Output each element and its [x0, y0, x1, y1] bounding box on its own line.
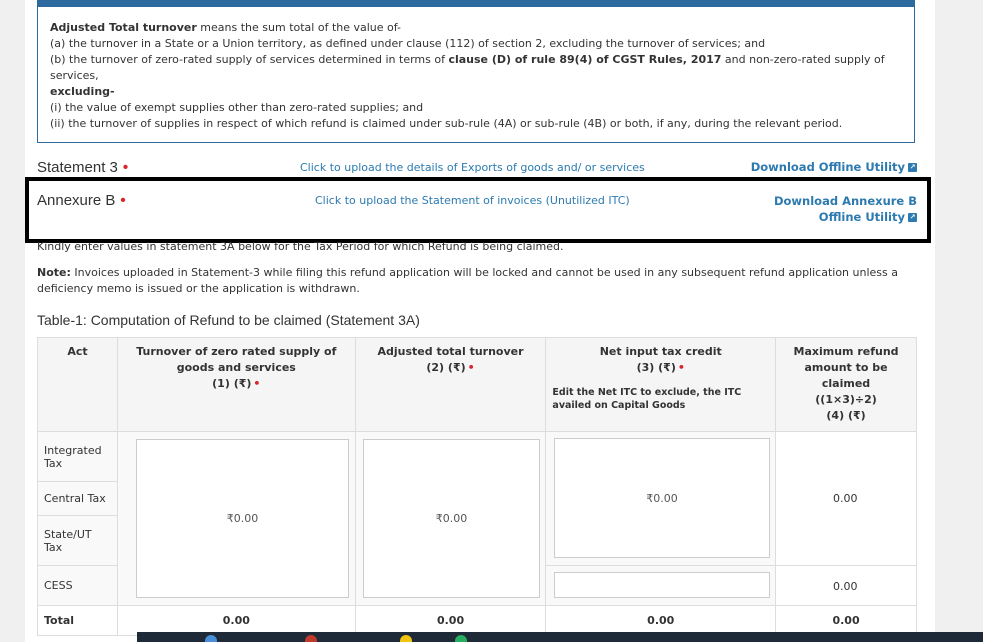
max-refund-cess-value: 0.00	[833, 580, 858, 593]
header-max-refund: Maximum refund amount to be claimed ((1×3)÷2) (4) (₹)	[776, 338, 917, 432]
total-col1: 0.00	[117, 606, 355, 636]
required-marker: •	[122, 159, 129, 176]
info-line2: (a) the turnover in a State or a Union territory, as defined under clause (112) of section 2, excluding the turnover of services; and	[50, 37, 766, 50]
info-line3: (b) the turnover of zero-rated supply of services determined in terms of clause (D) of rule 89(4) of CGST Rules, 2017 and non-zero-rated supply of services,	[50, 53, 885, 82]
header-turnover-zero-rated: Turnover of zero rated supply of goods and services (1) (₹) •	[117, 338, 355, 432]
statement3-upload-link[interactable]: Click to upload the details of Exports of goods and/ or services	[300, 161, 645, 174]
statement3-label: Statement 3 •	[37, 159, 129, 176]
table-title: Table-1: Computation of Refund to be claimed (Statement 3A)	[37, 312, 420, 328]
total-col4: 0.00	[776, 606, 917, 636]
annexure-b-upload-link[interactable]: Click to upload the Statement of invoices (Unutilized ITC)	[315, 194, 630, 207]
info-line1: means the sum total of the value of-	[196, 21, 402, 34]
row-central-tax-label: Central Tax	[38, 482, 118, 516]
external-link-icon: ↗	[909, 163, 916, 171]
info-excluding: excluding-	[50, 85, 115, 98]
row-state-ut-tax-label: State/UT Tax	[38, 516, 118, 566]
net-itc-input[interactable]: ₹0.00	[554, 438, 770, 558]
required-marker: •	[120, 192, 126, 209]
adjusted-turnover-info-box	[37, 0, 915, 143]
info-line6: (ii) the turnover of supplies in respect of which refund is claimed under sub-rule (4A) or sub-rule (4B) or both, if any, during the relevant period.	[50, 117, 843, 130]
header-adjusted-total-turnover: Adjusted total turnover (2) (₹) •	[355, 338, 546, 432]
external-link-icon: ↗	[909, 213, 916, 221]
refund-form-page	[25, 0, 935, 642]
taskbar-app-icon[interactable]	[455, 635, 467, 642]
info-text	[50, 20, 902, 132]
annexure-b-download-offline-utility[interactable]: Download Annexure B Offline Utility ↗	[773, 194, 917, 224]
note-text: Note: Invoices uploaded in Statement-3 while filing this refund application will be locked and cannot be used in any subsequent refund application unless a deficiency memo is issued or the application is withdrawn.	[37, 266, 898, 295]
turnover-zero-rated-input[interactable]: ₹0.00	[136, 439, 349, 598]
row-cess-label: CESS	[38, 566, 118, 606]
kindly-instruction-text: Kindly enter values in statement 3A below for the Tax Period for which Refund is being claimed.	[37, 241, 564, 252]
max-refund-value: 0.00	[833, 492, 858, 505]
os-taskbar	[137, 632, 983, 642]
info-line5: (i) the value of exempt supplies other than zero-rated supplies; and	[50, 101, 424, 114]
row-integrated-tax-label: Integrated Tax	[38, 432, 118, 482]
info-box-accent-bar	[38, 0, 914, 7]
total-label: Total	[38, 606, 118, 636]
net-itc-edit-note: Edit the Net ITC to exclude, the ITC availed on Capital Goods	[552, 387, 742, 411]
total-col2: 0.00	[355, 606, 546, 636]
header-net-itc: Net input tax credit (3) (₹) • Edit the Net ITC to exclude, the ITC availed on Capital Goods	[546, 338, 776, 432]
taskbar-app-icon[interactable]	[205, 635, 217, 642]
adjusted-total-turnover-input[interactable]: ₹0.00	[363, 439, 540, 598]
header-act: Act	[38, 338, 118, 432]
annexure-b-label: Annexure B •	[37, 192, 126, 209]
net-itc-cess-input[interactable]	[554, 572, 770, 598]
info-term: Adjusted Total turnover	[50, 21, 197, 34]
statement3-download-offline-utility[interactable]: Download Offline Utility ↗	[750, 160, 916, 174]
total-col3: 0.00	[546, 606, 776, 636]
taskbar-app-icon[interactable]	[305, 635, 317, 642]
taskbar-app-icon[interactable]	[400, 635, 412, 642]
